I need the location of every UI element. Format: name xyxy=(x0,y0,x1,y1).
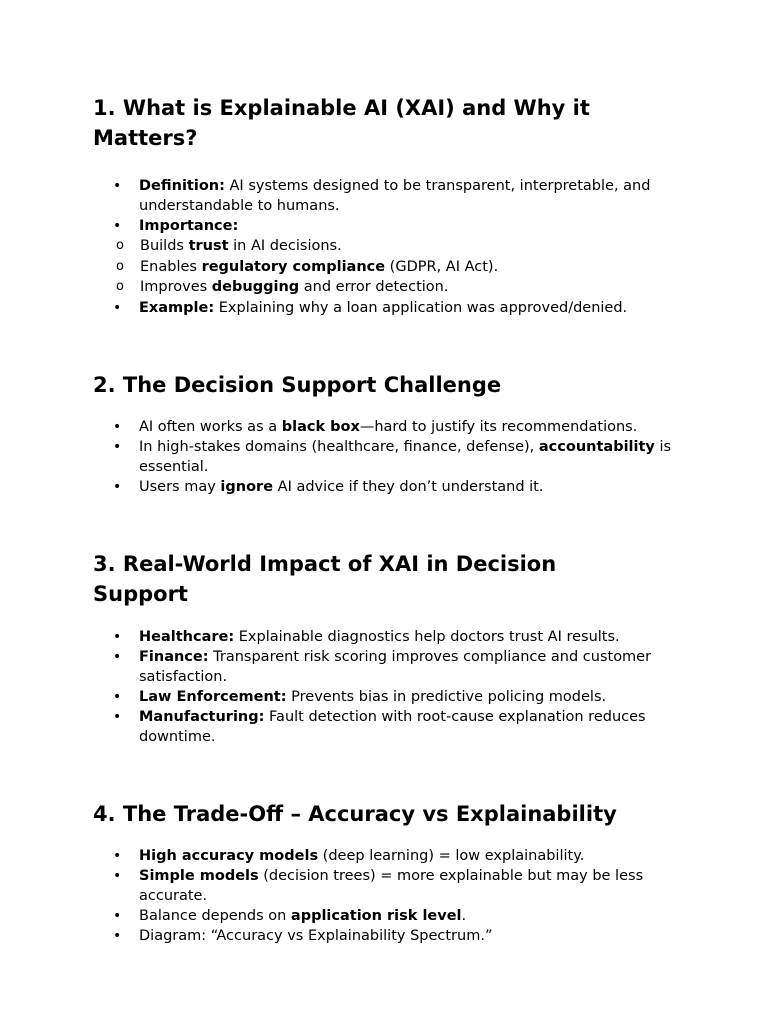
item-label: Example: xyxy=(139,299,215,316)
item-emphasis: application risk level xyxy=(290,907,462,924)
bullet-marker: • xyxy=(113,299,122,316)
item-text: Prevents bias in predictive policing models. xyxy=(286,688,607,705)
list-item xyxy=(93,687,693,707)
item-text: AI advice if they don’t understand it. xyxy=(273,478,544,495)
item-text: (GDPR, AI Act). xyxy=(385,258,499,275)
sub-bullet-marker: o xyxy=(116,279,124,294)
list-item xyxy=(93,926,693,946)
list-item xyxy=(93,866,693,906)
bullet-marker: • xyxy=(113,648,122,665)
item-text: In high-stakes domains (healthcare, finance, defense), xyxy=(139,438,539,455)
list-item xyxy=(93,216,693,298)
item-text: (decision trees) = more explainable but may be less accurate. xyxy=(139,867,644,904)
item-emphasis: ignore xyxy=(220,478,274,495)
item-text: is essential. xyxy=(139,438,672,475)
item-label: High accuracy models xyxy=(139,847,319,864)
bullet-marker: • xyxy=(113,628,122,645)
item-text: Enables xyxy=(140,258,202,275)
item-text: Builds xyxy=(140,238,189,254)
item-text: Diagram: “Accuracy vs Explainability Spectrum.” xyxy=(139,927,493,944)
item-text: —hard to justify its recommendations. xyxy=(359,418,638,435)
bullet-marker: • xyxy=(113,478,122,495)
list-item xyxy=(93,906,693,926)
item-emphasis: debugging xyxy=(211,279,300,295)
sub-bullet-marker: o xyxy=(116,258,124,274)
bullet-marker: • xyxy=(113,907,122,924)
item-text: Users may xyxy=(139,478,221,495)
sub-list-item xyxy=(93,236,693,257)
item-emphasis: accountability xyxy=(538,438,655,455)
item-label: Definition: xyxy=(139,178,225,194)
bullet-marker: • xyxy=(113,708,122,725)
item-label: Manufacturing: xyxy=(139,708,265,725)
bullet-list xyxy=(93,627,693,747)
section-heading: 3. Real-World Impact of XAI in Decision Support xyxy=(93,551,557,606)
list-item xyxy=(93,627,693,647)
list-item xyxy=(93,846,693,866)
section-heading: 1. What is Explainable AI (XAI) and Why it Matters? xyxy=(93,96,590,150)
bullet-marker: • xyxy=(113,867,122,884)
document-page xyxy=(93,93,693,946)
item-emphasis: black box xyxy=(281,418,360,435)
section-heading: 2. The Decision Support Challenge xyxy=(93,372,502,397)
item-text: . xyxy=(461,907,467,924)
bullet-marker: • xyxy=(113,418,122,435)
sub-bullet-marker: o xyxy=(116,238,124,253)
item-text: in AI decisions. xyxy=(228,238,342,254)
sub-list-item xyxy=(93,257,693,278)
bullet-marker: • xyxy=(113,178,122,194)
item-emphasis: trust xyxy=(188,238,229,254)
item-text: (deep learning) = low explainability. xyxy=(318,847,585,864)
list-item xyxy=(93,707,693,747)
item-text: Balance depends on xyxy=(139,907,291,924)
bullet-marker: • xyxy=(113,688,122,705)
item-text: Explainable diagnostics help doctors trust AI results. xyxy=(234,628,620,645)
bullet-marker: • xyxy=(113,927,122,944)
item-text: AI often works as a xyxy=(139,418,282,435)
item-text: Improves xyxy=(140,279,212,295)
sub-list-item xyxy=(93,277,693,298)
item-label: Healthcare: xyxy=(139,628,235,645)
item-label: Simple models xyxy=(139,867,259,884)
item-emphasis: regulatory compliance xyxy=(201,258,386,275)
bullet-list xyxy=(93,176,693,318)
list-item xyxy=(93,437,693,477)
item-text: Explaining why a loan application was approved/denied. xyxy=(214,299,628,316)
item-label: Finance: xyxy=(139,648,209,665)
bullet-list xyxy=(93,417,693,497)
sub-list xyxy=(93,236,693,298)
item-label: Importance: xyxy=(139,218,239,234)
section-heading: 4. The Trade-Off – Accuracy vs Explainability xyxy=(93,801,617,826)
list-item xyxy=(93,298,693,318)
list-item xyxy=(93,176,693,216)
list-item xyxy=(93,647,693,687)
item-text: and error detection. xyxy=(299,279,449,295)
item-label: Law Enforcement: xyxy=(139,688,287,705)
list-item xyxy=(93,477,693,497)
item-text: Fault detection with root-cause explanation reduces downtime. xyxy=(139,708,646,745)
item-text: Transparent risk scoring improves compliance and customer satisfaction. xyxy=(139,648,652,685)
bullet-marker: • xyxy=(113,847,122,864)
bullet-list xyxy=(93,846,693,946)
item-text: AI systems designed to be transparent, interpretable, and understandable to humans. xyxy=(139,178,651,214)
list-item xyxy=(93,417,693,437)
bullet-marker: • xyxy=(113,438,122,455)
bullet-marker: • xyxy=(113,218,122,234)
